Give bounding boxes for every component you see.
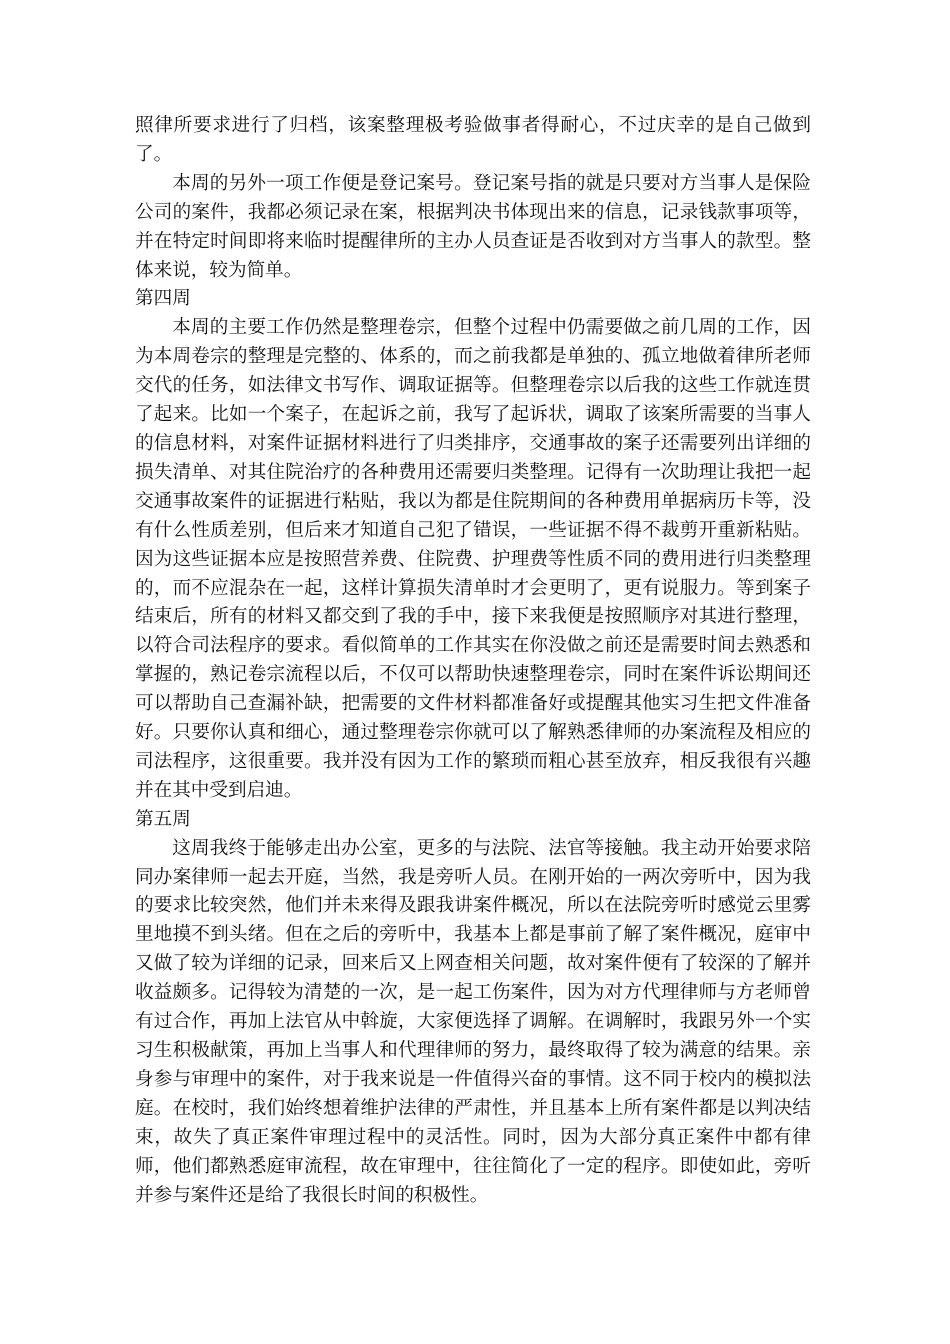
week5-paragraph: 这周我终于能够走出办公室，更多的与法院、法官等接触。我主动开始要求陪同办案律师一起去开庭，当然，我是旁听人员。在刚开始的一两次旁听中，因为我的要求比较突然，他们并未来得及跟我讲案件概况，所以在法院旁听时感觉云里雾里地摸不到头绪。但在之后的旁听中，我基本上都是事前了解了案件概况，庭审中又做了较为详细的记录，回来后又上网查相关问题，故对案件便有了较深的了解并收益颇多。记得较为清楚的一次，是一起工伤案件，因为对方代理律师与方老师曾有过合作，再加上法官从中斡旋，大家便选择了调解。在调解时，我跟另外一个实习生积极献策，再加上当事人和代理律师的努力，最终取得了较为满意的结果。亲身参与审理中的案件，对于我来说是一件值得兴奋的事情。这不同于校内的模拟法庭。在校时，我们始终想着维护法律的严肃性，并且基本上所有案件都是以判决结束，故失了真正案件审理过程中的灵活性。同时，因为大部分真正案件中都有律师，他们都熟悉庭审流程，故在审理中，往往简化了一定的程序。即使如此，旁听并参与案件还是给了我很长时间的积极性。 [135, 837, 811, 1206]
case-number-paragraph: 本周的另外一项工作便是登记案号。登记案号指的就是只要对方当事人是保险公司的案件，我都必须记录在案，根据判决书体现出来的信息，记录钱款事项等，并在特定时间即将来临时提醒律所的主办人员查证是否收到对方当事人的款型。整体来说，较为简单。 [135, 172, 811, 281]
week4-paragraph: 本周的主要工作仍然是整理卷宗，但整个过程中仍需要做之前几周的工作，因为本周卷宗的整理是完整的、体系的，而之前我都是单独的、孤立地做着律所老师交代的任务，如法律文书写作、调取证据等。但整理卷宗以后我的这些工作就连贯了起来。比如一个案子，在起诉之前，我写了起诉状，调取了该案所需要的当事人的信息材料，对案件证据材料进行了归类排序，交通事故的案子还需要列出详细的损失清单、对其住院治疗的各种费用还需要归类整理。记得有一次助理让我把一起交通事故案件的证据进行粘贴，我以为都是住院期间的各种费用单据病历卡等，没有什么性质差别，但后来才知道自己犯了错误，一些证据不得不裁剪开重新粘贴。因为这些证据本应是按照营养费、住院费、护理费等性质不同的费用进行归类整理的，而不应混杂在一起，这样计算损失清单时才会更明了，更有说服力。等到案子结束后，所有的材料又都交到了我的手中，接下来我便是按照顺序对其进行整理，以符合司法程序的要求。看似简单的工作其实在你没做之前还是需要时间去熟悉和掌握的，熟记卷宗流程以后，不仅可以帮助快速整理卷宗，同时在案件诉讼期间还可以帮助自己查漏补缺，把需要的文件材料都准备好或提醒其他实习生把文件准备好。只要你认真和细心，通过整理卷宗你就可以了解熟悉律师的办案流程及相应的司法程序，这很重要。我并没有因为工作的繁琐而粗心甚至放弃，相反我很有兴趣并在其中受到启迪。 [135, 317, 811, 801]
week5-heading: 第五周 [135, 808, 191, 830]
week4-heading: 第四周 [135, 288, 191, 310]
continuation-paragraph: 照律所要求进行了归档，该案整理极考验做事者得耐心，不过庆幸的是自己做到了。 [135, 115, 811, 165]
document-page [135, 112, 811, 1210]
